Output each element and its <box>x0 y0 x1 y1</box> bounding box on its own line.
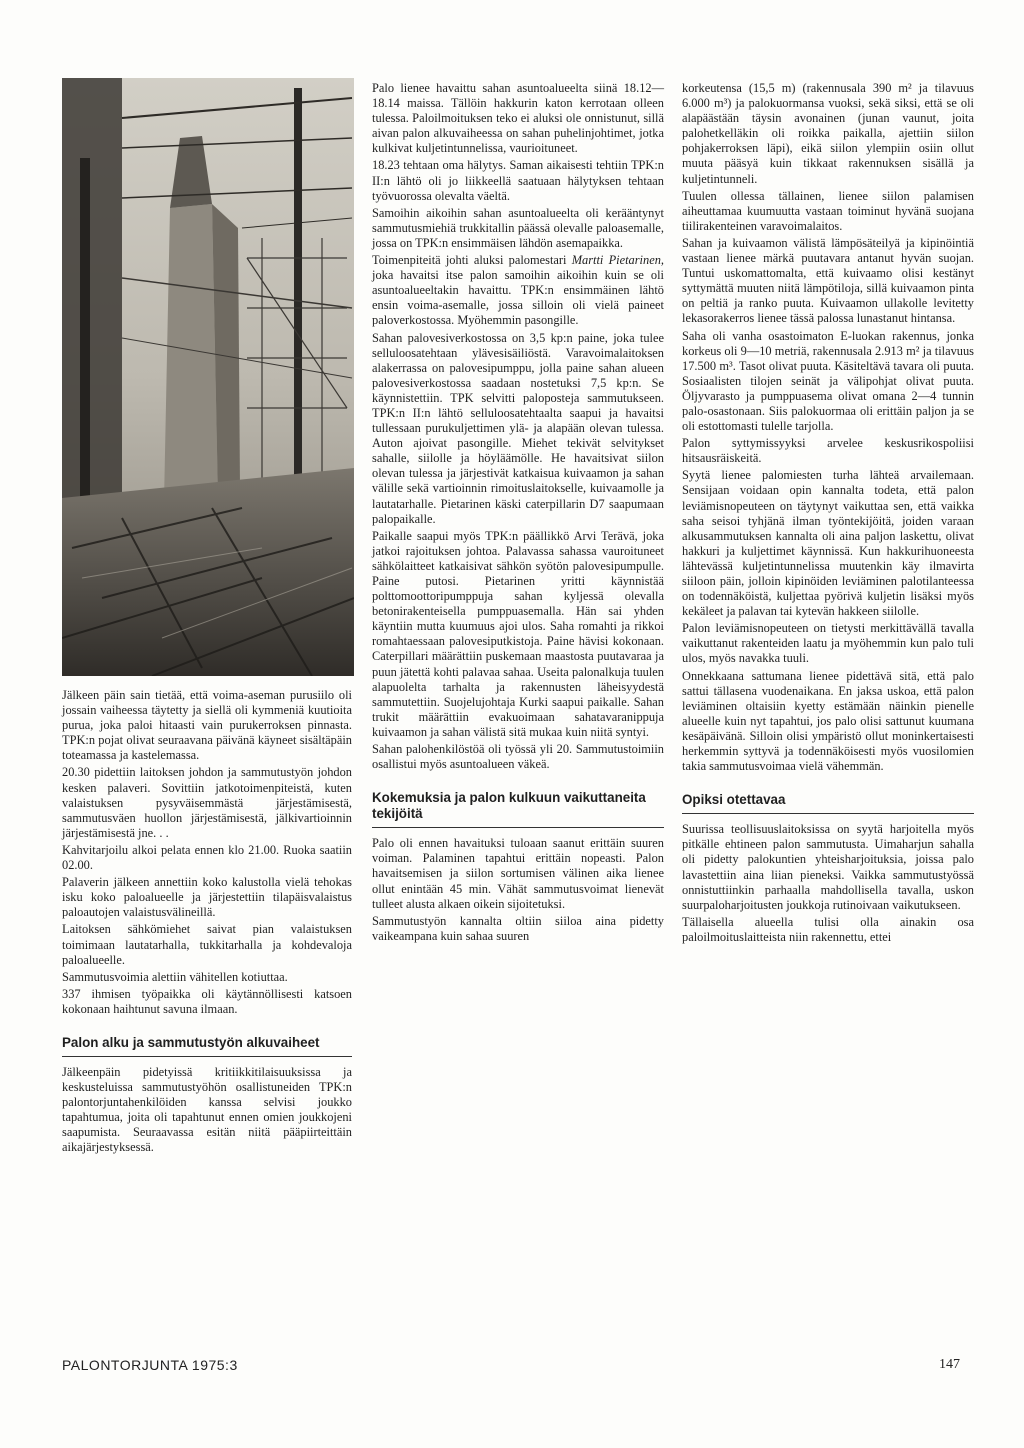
person-name: Martti Pietarinen, <box>571 253 664 268</box>
fire-ruins-photo <box>62 78 354 676</box>
text-run: Toimenpiteitä johti aluksi palomestari <box>372 253 572 268</box>
paragraph: Onnekkaana sattumana lienee pidettävä sitä, että palo sattui tällasena vuodenaikana. En jaksa uskoa, että palon leviäminen oltaisiin kyetty estämään näinkin pienelle alueelle kuin nyt tapahtui, jos palo olisi sattunut kuumana kesäpäivänä. Silloin olisi ympäristö ollut moninkertaisesti herkemmin syttyvä ja todennäköisesti myös vuosilomien takia sammutusvoimaa vielä vähemmän. <box>682 668 974 774</box>
paragraph: Sahan palohenkilöstöä oli työssä yli 20. Sammutustoimiin osallistui myös asuntoalueen väkeä. <box>372 742 664 772</box>
paragraph: Tällaisella alueella tulisi olla ainakin osa paloilmoituslaitteista niin rakennettu, ettei <box>682 914 974 944</box>
column-2 <box>372 81 664 944</box>
paragraph: Tuulen ollessa tällainen, lienee siilon palamisen aiheuttamaa kuumuutta vastaan toiminut hyvänä suojana tiilirakenteinen varavoimalaitos. <box>682 188 974 233</box>
section-heading: Opiksi otettavaa <box>682 792 974 814</box>
paragraph: Laitoksen sähkömiehet saivat pian valaistuksen toimimaan lautatarhalla, tukkitarhalla ja kohdevaloja paloalueelle. <box>62 922 352 967</box>
paragraph <box>372 253 664 328</box>
column-1 <box>62 688 352 1156</box>
paragraph: 18.23 tehtaan oma hälytys. Saman aikaisesti tehtiin TPK:n II:n lähtö oli jo liikkeellä saatuaan hälytyksen tehtaan työvuorossa olevalta väeltä. <box>372 158 664 203</box>
paragraph: 337 ihmisen työpaikka oli käytännöllisesti katsoen kokonaan haihtunut savuna ilmaan. <box>62 986 352 1016</box>
paragraph: Palaverin jälkeen annettiin koko kalustolla vielä tehokas isku koko paloalueelle ja järjestettiin tilapäisvalaistus paloautojen valaistusvälineillä. <box>62 875 352 920</box>
column-3 <box>682 81 974 945</box>
paragraph: Jälkeenpäin pidetyissä kritiikkitilaisuuksissa ja keskusteluissa sammutustyöhön osallistuneiden TPK:n palontorjuntahenkilöiden kanssa selvisi joukko tapahtumua, joita oli tapahtunut ennen omien joukkojeni saapumista. Seuraavassa esitän niitä pääpiirteittäin aikajärjestyksessä. <box>62 1064 352 1155</box>
section-heading: Kokemuksia ja palon kulkuun vaikuttaneita tekijöitä <box>372 790 664 828</box>
text-run: joka havaitsi itse palon samoihin aikoihin kuin se oli asuntoalueeltakin havaittu. TPK:n ensimmäinen lähtö ensin voima-asemalle, jossa silloin oli vielä paineet paloverkostossa. Myöhemmin pasongille. <box>372 268 664 328</box>
paragraph: Palo oli ennen havaituksi tuloaan saanut erittäin suuren voiman. Palaminen tapahtui erittäin nopeasti. Palon havaitsemisen ja siilon sortumisen välinen aika lienee ollut enintään 45 min. Vähät sammutusvoimat lienevät tulleet alusta alkaen oikein sijoitetuksi. <box>372 836 664 911</box>
paragraph: Palo lienee havaittu sahan asuntoalueelta siinä 18.12—18.14 maissa. Tällöin hakkurin katon kerrotaan olleen tulessa. Paloilmoituksen teko ei aluksi ole onnistunut, sillä aivan palon alkuvaiheessa on sahan puhelinjohtimet, jotka kulkivat kuljetintunnelissa, vaurioituneet. <box>372 81 664 156</box>
paragraph: Sammutustyön kannalta oltiin siiloa aina pidetty vaikeampana kuin sahaa suuren <box>372 913 664 943</box>
journal-footer: PALONTORJUNTA 1975:3 <box>62 1357 238 1373</box>
paragraph: Suurissa teollisuuslaitoksissa on syytä harjoitella myös pitkälle ehtineen palon sammutusta. Uimaharjun sahalla oli pidetty palokuntien yhteisharjoituksia, joissa palo lavastettiin aina liian pieneksi. Vaikka sammutustyössä onnistuttiinkin parhaalla mahdollisella tavalla, uskon suurpaloharjoitusten joukkoja rutinoivaan vaikutukseen. <box>682 822 974 912</box>
paragraph: Palon leviämisnopeuteen on tietysti merkittävällä tavalla vaikuttanut rakenteiden laatu ja myöhemmin kun palo tuli ulos, myös navakka tuuli. <box>682 621 974 666</box>
paragraph: Jälkeen päin sain tietää, että voima-aseman purusiilo oli jossain vaiheessa täytetty ja siellä oli kymmeniä kuutioita purua, joka paloi hitaasti vain purukerroksen pinnasta. TPK:n pojat olivat seuraavana päivänä käyneet sisältäpäin toteamassa ja kastelemassa. <box>62 688 352 763</box>
paragraph: Syytä lienee palomiesten turha lähteä arvailemaan. Sensijaan voidaan opin kannalta todeta, että palon leviämisnopeuteen on täytynyt vaikuttaa sen, että vaikka saha seisoi tyhjänä ilman työntekijöitä, joiden varaan alkusammutuksen kannalta oli aina paljon laskettu, olivat hakkuri ja kuljettimet käynnissä. Kun hakkurihuoneesta lähtevässä kuljetintunnelissa muutenkin käy ilmavirta siiloon päin, jolloin kipinöiden leviäminen palotilanteessa on todennäköistä, kuljettaa pyörivä kuljetin lisäksi myös kekäleet ja palavan tai kytevän hakkeen siilolle. <box>682 468 974 619</box>
photo-drawing <box>62 78 354 676</box>
paragraph: Sahan palovesiverkostossa on 3,5 kp:n paine, joka tulee selluloosatehtaan ylävesisäiliöstä. Varavoimalaitoksen alakerrassa on palovesipumppu, jolla paine sahan alueen palovesiverkostossa saadaan nostetuksi 7,5 kp:n. Se käynnistettiin. TPK selvitti paloposteja sammutukseen. TPK:n II:n lähtö selluloosatehtaalta saapui ja havaitsi tullessaan purukuljettimen ylä- ja alapään olevan tulessa. Auton ajoivat pasongille. Miehet tekivät selvitykset sahalle, siilolle ja höyläämölle. He havaitsivat siilon olevan tulessa ja järjestivät katkaisua kuivaamon ja sahan välille sekä vartioinnin rimoituslaitokselle, kuivaamolle ja lautatarhalle. Pietarinen käski caterpillarin D7 saapumaan palopaikalle. <box>372 330 664 526</box>
paragraph: korkeutensa (15,5 m) (rakennusala 390 m² ja tilavuus 6.000 m³) ja palokuormansa vuoksi, sekä siksi, että se oli alapäästään täysin avonainen (junan vaunut, joita palohetkelläkin oli roikka paikalla, ajettiin siilon pohjakerroksen läpi), eikä siilon ylempiin osiin ollut muuta pääsyä kuin tikkaat rakennuksen sisällä ja kuljetintunneli. <box>682 81 974 186</box>
paragraph: Sahan ja kuivaamon välistä lämpösäteilyä ja kipinöintiä vastaan lienee märkä puutavara antanut hyvän suojan. Tuntui uskomattomalta, että kuivaamo olisi kestänyt syttymättä muuten niitä lämpötiloja, sillä kuivaamon pinta on peltiä ja ranko puuta. Kuivaamon ullakolle levitetty lekasorakerros lienee tässä palossa lunastanut hintansa. <box>682 235 974 326</box>
section-heading: Palon alku ja sammutustyön alkuvaiheet <box>62 1035 352 1057</box>
paragraph: Paikalle saapui myös TPK:n päällikkö Arvi Terävä, joka jatkoi rajoituksen johtoa. Palavassa sahassa vauroituneet sähkölaitteet katkaisivat sähkön syötön palovesipumpulle. Paine putosi. Pietarinen yritti käynnistää polttomoottoripumppuja sahan kyljessä olevalla betonirakenteisella pumppuasemalla. Hän sai yhden käyntiin mutta kuumuus ajoi ulos. Saha romahti ja rikkoi romahtaessaan palovesiputkistoja. Paine hävisi kokonaan. Caterpillari määrättiin puskemaan maastosta puutavaraa ja puun jätettä kohti palavaa sahaa. Useita palonalkuja tuulen alapuolelta tarhalta ja rakennusten läheisyydestä sammutettiin. Suojelujohtaja Kurki saapui paikalle. Sahan trukit määrättiin evakuoimaan sahatavaranippuja kuivaamon ja sahan välistä sitä mukaa kuin niitä syntyi. <box>372 528 664 739</box>
paragraph: Sammutusvoimia alettiin vähitellen kotiuttaa. <box>62 969 288 984</box>
paragraph: Saha oli vanha osastoimaton E-luokan rakennus, jonka korkeus oli 9—10 metriä, rakennusala 2.913 m² ja tilavuus 17.500 m³. Tasot olivat puuta. Käsiteltävä tavara oli puuta. Sosiaalisten tilojen seinät ja välipohjat olivat puuta. Öljyvarasto ja pumppuasema olivat omana 2—4 tunnin palo-osastonaan. Siis palokuormaa oli erittäin paljon ja se oli estottomasti tulelle tarjolla. <box>682 328 974 434</box>
paragraph: Palon syttymissyyksi arvelee keskusrikospoliisi hitsausräiskeitä. <box>682 436 974 466</box>
paragraph: Kahvitarjoilu alkoi pelata ennen klo 21.00. Ruoka saatiin 02.00. <box>62 842 352 873</box>
paragraph: Samoihin aikoihin sahan asuntoalueelta oli kerääntynyt sammutusmiehiä trukkitallin päässä olevalle paloasemalle, jossa on TPK:n ensimmäisen lähdön asemapaikka. <box>372 205 664 250</box>
page-number: 147 <box>939 1357 960 1372</box>
paragraph: 20.30 pidettiin laitoksen johdon ja sammutustyön johdon kesken palaveri. Sovittiin jatkotoimenpiteistä, kuten valaistuksen pysyväisemmästä järjestämisestä, sammutusväen huollon järjestämisestä, jälkivartioinnin järjestämisestä jne. . . <box>62 765 352 840</box>
